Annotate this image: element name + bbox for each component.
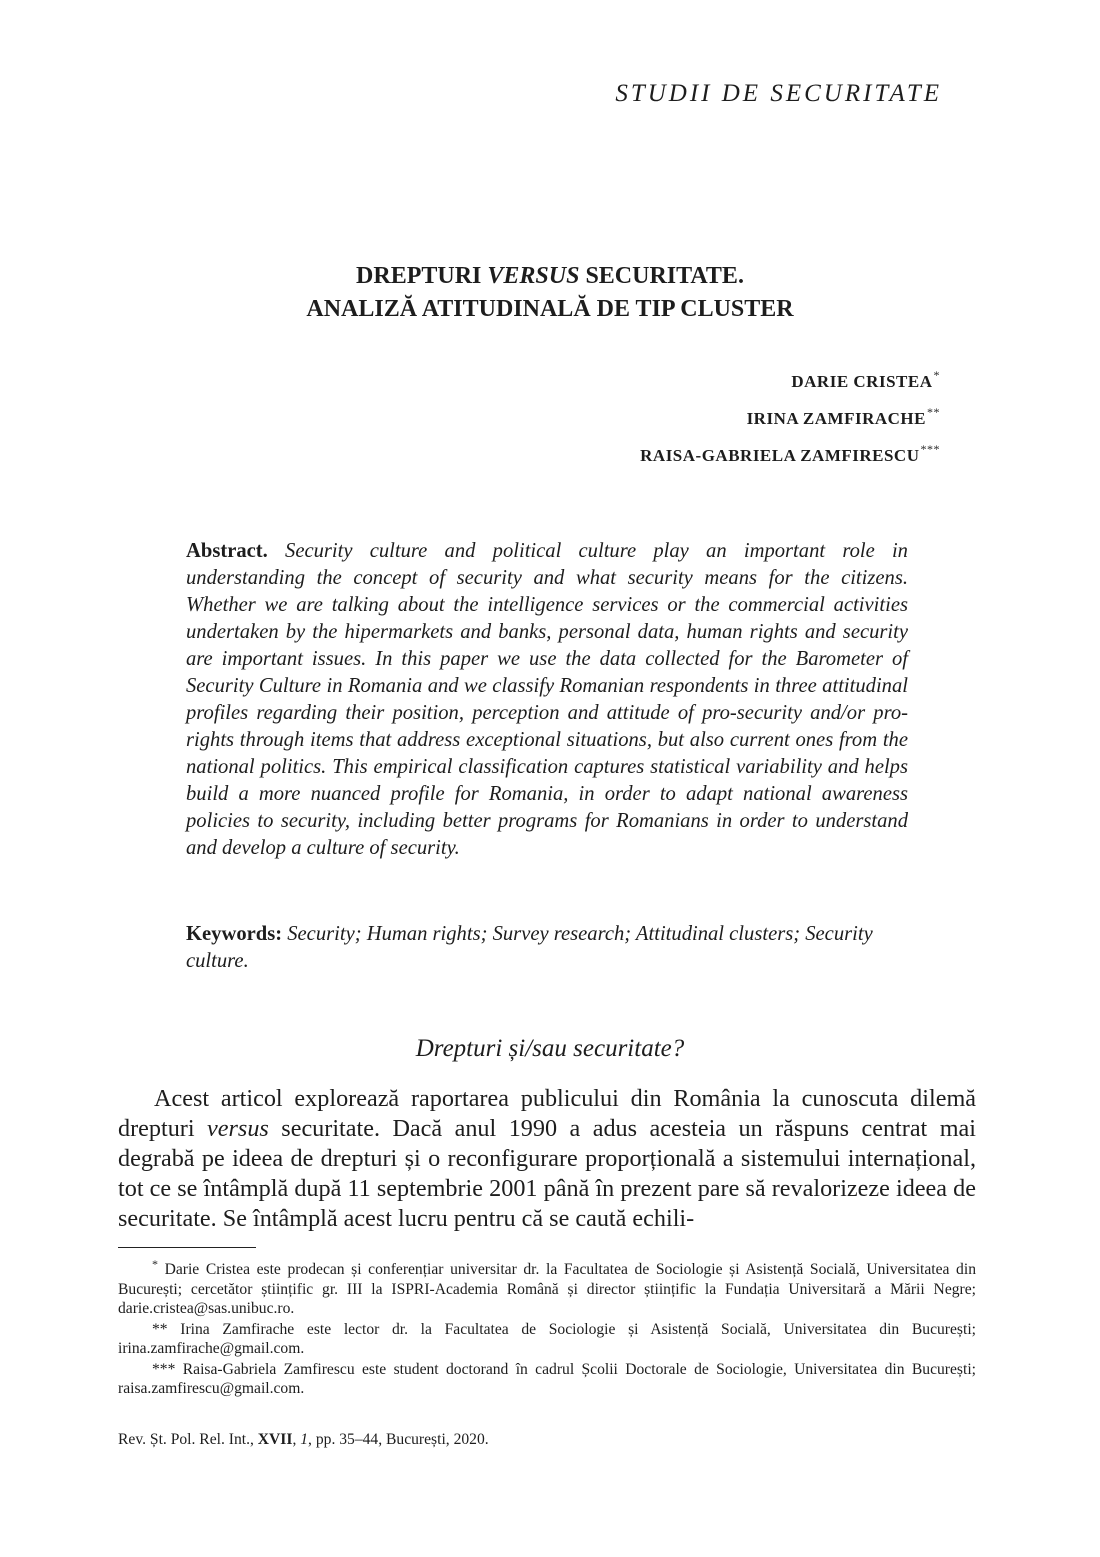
keywords-label: Keywords: <box>186 923 283 945</box>
abstract-text: Security culture and political culture play an important role in understanding the concept of security and what security means for the citizens. Whether we are talking about the intelligence services or the commercial activities undertaken by the hipermarkets and banks, personal data, human rights and security are important issues. In this paper we use the data collected for the Barometer of Security Culture in Romania and we classify Romanian respondents in three attitudinal profiles regarding their position, perception and attitude of pro-security and/or pro-rights through items that address exceptional situations, but also current ones from the national politics. This empirical classification captures statistical variability and helps build a more nuanced profile for Romania, in order to adapt national awareness policies to security, including better programs for Romanians in order to understand and develop a culture of security. <box>186 540 908 859</box>
abstract <box>186 538 908 862</box>
article-title <box>0 260 1100 326</box>
footnote: ** Irina Zamfirache este lector dr. la Facultatea de Sociologie și Asistență Socială, Universitatea din București; irina.zamfirache@gmail.com. <box>118 1320 976 1358</box>
title-line-2: ANALIZĂ ATITUDINALĂ DE TIP CLUSTER <box>306 296 794 322</box>
section-heading: Drepturi și/sau securitate? <box>415 1035 685 1062</box>
footnote-separator <box>118 1247 256 1248</box>
running-header: STUDII DE SECURITATE <box>615 80 942 107</box>
keywords-text: Security; Human rights; Survey research; Attitudinal clusters; Security culture. <box>186 923 873 972</box>
author: IRINA ZAMFIRACHE** <box>746 405 940 428</box>
title-line-1: DREPTURI VERSUS SECURITATE. <box>356 263 744 289</box>
journal-citation: Rev. Șt. Pol. Rel. Int., XVII, 1, pp. 35–44, București, 2020. <box>118 1431 489 1448</box>
body-paragraph: Acest articol explorează raportarea publicului din România la cunoscuta dilemă drepturi versus securitate. Dacă anul 1990 a adus acesteia un răspuns centrat mai degrabă pe ideea de drepturi și o reconfigurare proporțională a sistemului internațional, tot ce se întâmplă după 11 septembrie 2001 până în prezent pare să revalorizeze ideea de securitate. Se întâmplă acest lucru pentru că se caută echili- <box>118 1085 976 1232</box>
author: DARIE CRISTEA* <box>791 368 940 391</box>
author-list <box>640 360 940 471</box>
keywords <box>186 921 908 975</box>
footnote: *** Raisa-Gabriela Zamfirescu este student doctorand în cadrul Școlii Doctorale de Sociologie, Universitatea din București; raisa.zamfirescu@gmail.com. <box>118 1360 976 1398</box>
abstract-label: Abstract. <box>186 540 268 562</box>
footnote: * Darie Cristea este prodecan și conferențiar universitar dr. la Facultatea de Sociologie și Asistență Socială, Universitatea din București; cercetător științific gr. III la ISPRI-Academia Română și director științific la Fundația Universitară a Mării Negre; darie.cristea@sas.unibuc.ro. <box>118 1257 976 1318</box>
author: RAISA-GABRIELA ZAMFIRESCU*** <box>640 442 940 465</box>
footnotes <box>118 1255 976 1400</box>
